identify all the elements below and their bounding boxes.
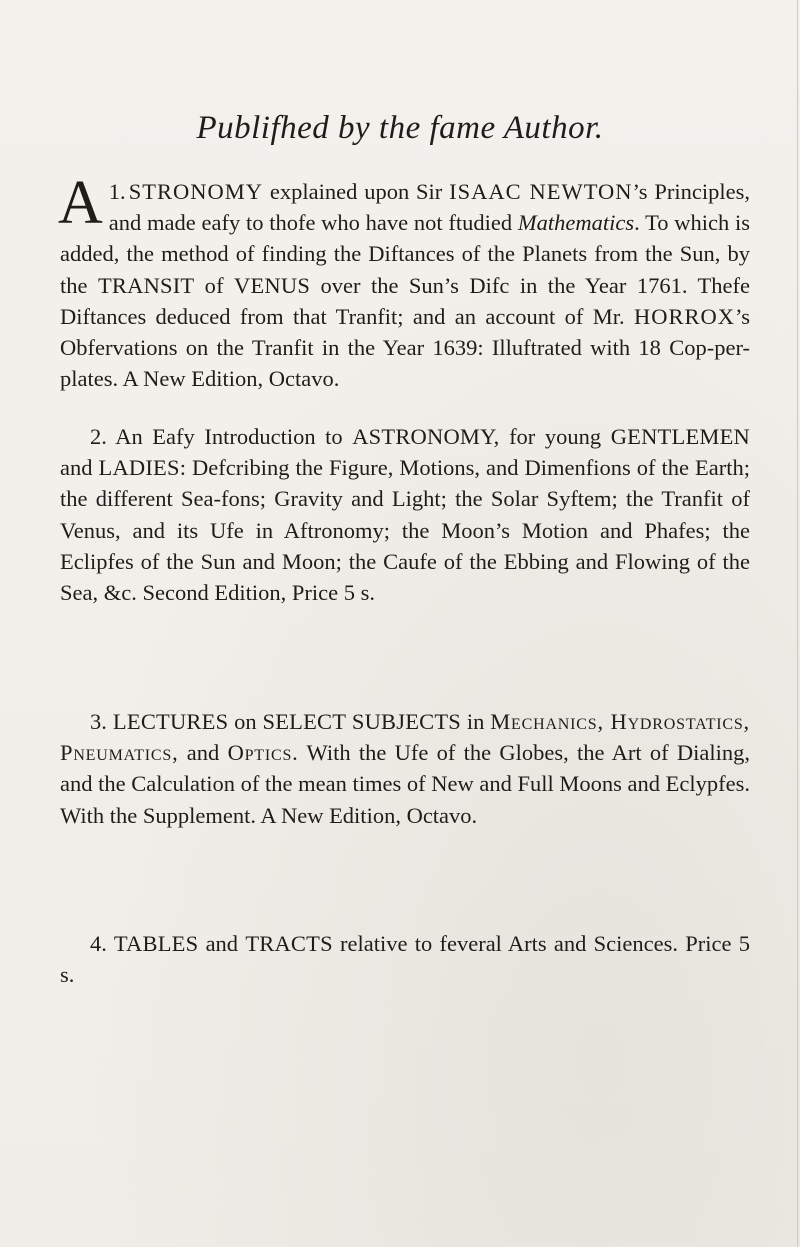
entry-text: for young <box>499 424 611 449</box>
entry-number: 3. <box>90 709 107 734</box>
entry-number: 4. <box>90 931 107 956</box>
catalogue-entry-4 <box>60 928 750 990</box>
entry-text: explained upon Sir <box>263 179 450 204</box>
entry-text: TRANSIT of VENUS <box>97 272 311 298</box>
entry-text: SELECT SUBJECTS <box>262 709 461 734</box>
entry-text: over the Sun’s Difc in the Year 1761. Thefe Diftances deduced from that Tranfit; and an account of Mr. <box>60 272 751 329</box>
entry-text: STRONOMY <box>128 179 264 204</box>
catalogue-entry-1 <box>58 169 751 394</box>
page-edge <box>797 0 798 1247</box>
entry-text: . To which is added, the method of finding the Diftances of the Planets from the Sun, by the <box>60 210 750 298</box>
entry-text: ’s Principles, and made eafy to thofe who have not ftudied <box>108 179 751 236</box>
entry-text: : Defcribing the Figure, Motions, and Dimenfions of the Earth; the different Sea-fons; Gravity and Light; the Solar Syftem; the Tranfit of Venus, and its Ufe in Aftronomy; the Moon’s Motion and Phafes; the Eclipfes of the Sun and Moon; the Caufe of the Ebbing and Flowing of the Sea, &c. Second Edition, Price 5 s. <box>60 455 750 606</box>
entry-text: LADIES <box>98 455 180 481</box>
entry-text: GENTLEMEN <box>610 424 750 449</box>
entry-text: ’s Obfervations on the Tranfit in the Year 1639: Illuftrated with 18 Cop-per-plates. A New Edition, Octavo. <box>60 303 750 392</box>
entry-text: relative to feveral Arts and Sciences. Price 5 s. <box>60 931 750 988</box>
entry-number: 1. <box>108 179 126 204</box>
entry-text: An Eafy Introduction to <box>106 424 353 449</box>
entry-text: and <box>178 740 228 766</box>
entry-text: ISAAC NEWTON <box>449 179 633 204</box>
entry-text: TABLES <box>106 931 199 956</box>
entry-text: Mechanics, Hydrostatics, Pneumatics, <box>60 709 750 766</box>
entry-text: and <box>198 931 246 956</box>
entry-text: and <box>60 455 99 481</box>
entry-text: Mathematics <box>517 210 635 236</box>
entry-text: Optics. <box>227 740 299 766</box>
entry-text: With the Ufe of the Globes, the Art of Dialing, and the Calculation of the mean times of New and Full Moons and Eclypfes. With the Supplement. A New Edition, Octavo. <box>60 740 750 828</box>
entry-text: HORROX <box>633 303 735 329</box>
entry-text: LECTURES <box>106 709 229 734</box>
entry-text: on <box>228 709 263 734</box>
entry-text: in <box>461 709 491 734</box>
drop-cap: A <box>58 169 103 237</box>
catalogue-entry-3 <box>60 706 750 831</box>
page-title: Publifhed by the fame Author. <box>196 110 604 146</box>
entry-text: TRACTS <box>245 931 333 956</box>
catalogue-entry-2 <box>60 421 750 608</box>
entry-number: 2. <box>90 424 107 449</box>
entry-text: ASTRONOMY, <box>352 424 500 449</box>
